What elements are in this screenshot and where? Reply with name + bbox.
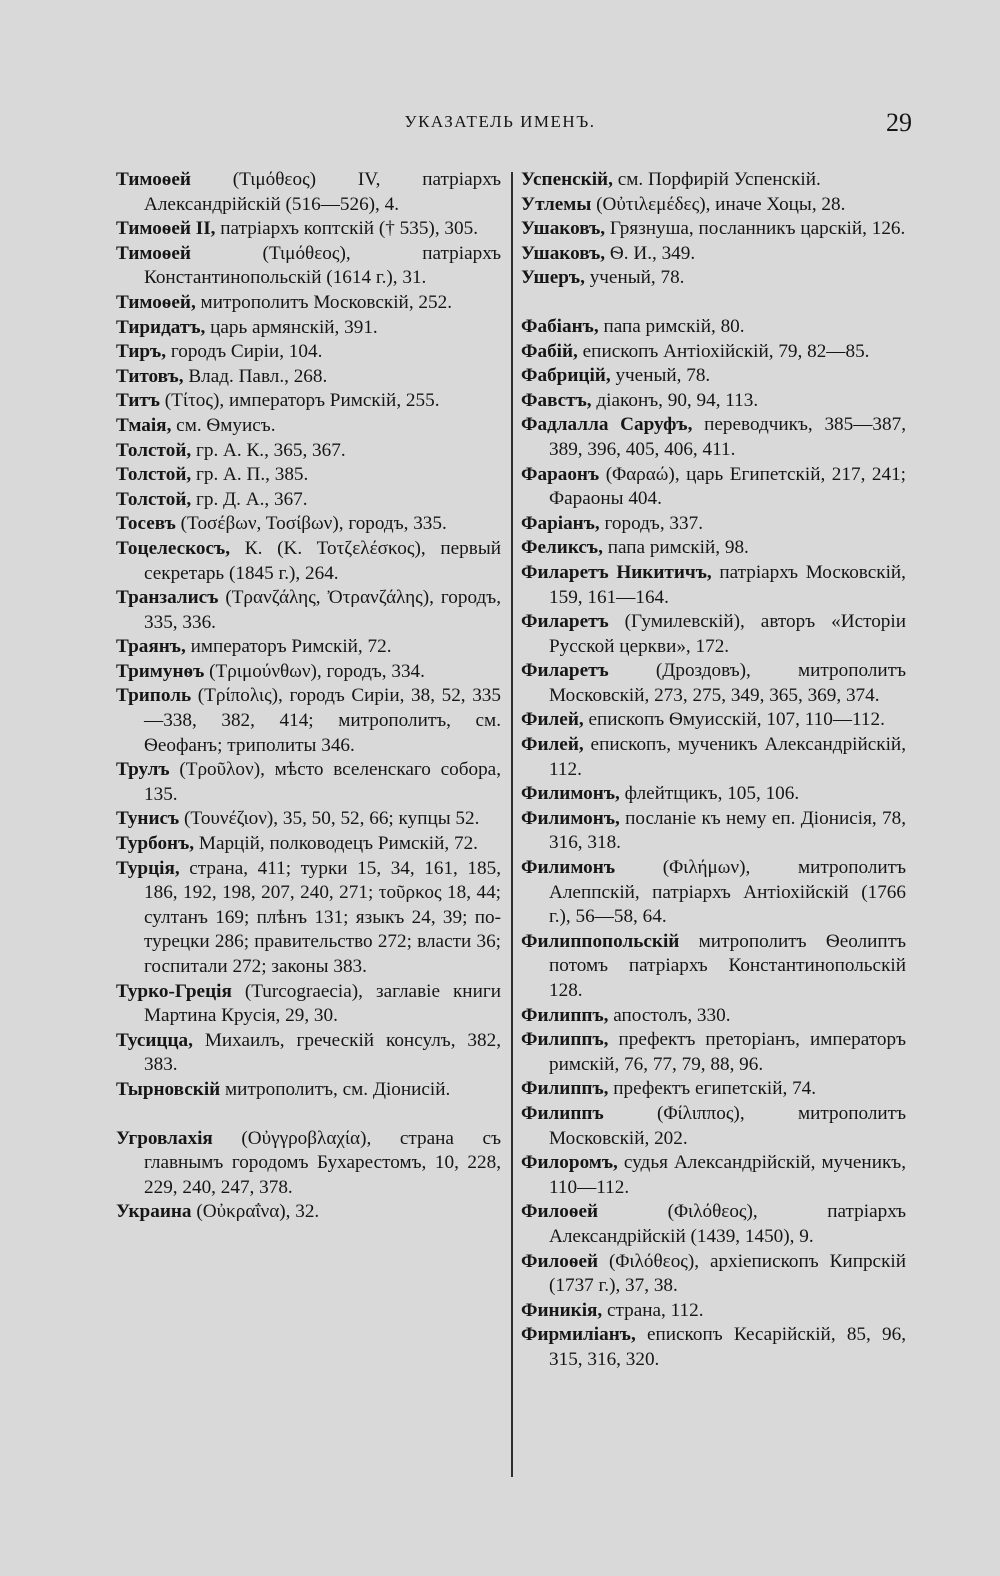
index-entry xyxy=(116,168,501,217)
entry-headword: Трулъ xyxy=(116,759,170,781)
entry-headword: Ушеръ, xyxy=(521,267,585,289)
index-entry xyxy=(521,364,906,389)
entry-text: посланіе къ нему еп. Діонисія, 78, 316, 318. xyxy=(549,807,906,854)
entry-text: переводчикъ, 385—387, 389, 396, 405, 406, 411. xyxy=(549,414,906,460)
entry-headword: Филимонъ xyxy=(521,857,616,879)
index-entry xyxy=(521,1299,906,1324)
entry-text: діаконъ, 90, 94, 113. xyxy=(591,389,759,411)
entry-text: патріархъ коптскій († 535), 305. xyxy=(215,218,478,240)
index-entry xyxy=(521,242,906,267)
section-gap xyxy=(116,1103,501,1127)
entry-headword: Фабрицій, xyxy=(521,365,611,387)
entry-headword: Толстой, xyxy=(116,464,192,486)
entry-text: гр. Д. А., 367. xyxy=(191,488,308,510)
entry-headword: Финикія, xyxy=(521,1299,603,1321)
entry-headword: Фараонъ xyxy=(521,463,600,485)
index-entry xyxy=(116,291,501,316)
entry-headword: Фабій, xyxy=(521,340,578,362)
index-entry xyxy=(521,1323,906,1372)
entry-headword: Филоѳей xyxy=(521,1201,599,1223)
index-entry xyxy=(521,930,906,1004)
entry-text: (Οὐγγροβλαχία), страна съ главнымъ городомъ Бухарестомъ, 10, 228, 229, 240, 247, 378. xyxy=(144,1127,501,1198)
entry-text: Марцій, полководецъ Римскій, 72. xyxy=(194,833,478,855)
page-number: 29 xyxy=(886,108,912,137)
entry-headword: Украина xyxy=(116,1201,192,1223)
index-entry xyxy=(116,488,501,513)
entry-headword: Тимоѳей xyxy=(116,242,191,264)
entry-headword: Тырновскій xyxy=(116,1078,221,1100)
entry-text: страна, 112. xyxy=(602,1299,704,1321)
entry-text: (Τριμούνθων), городъ, 334. xyxy=(204,660,425,682)
entry-text: (Τοσέβων, Τοσίβων), городъ, 335. xyxy=(175,513,447,535)
index-entry xyxy=(521,610,906,659)
entry-headword: Тусицца, xyxy=(116,1029,193,1051)
entry-headword: Ушаковъ, xyxy=(521,218,606,240)
index-entry xyxy=(521,708,906,733)
entry-text: митрополитъ Ѳеолиптъ потомъ патріархъ Константинопольскій 128. xyxy=(549,930,906,1001)
entry-text: Грязнуша, посланникъ царскій, 126. xyxy=(605,218,906,240)
entry-headword: Турко-Греція xyxy=(116,980,232,1002)
entry-text: митрополитъ Московскій, 252. xyxy=(195,291,452,313)
entry-text: Михаилъ, греческій консулъ, 382, 383. xyxy=(144,1029,501,1076)
entry-text: папа римскій, 80. xyxy=(598,315,745,337)
entry-text: (Τροῦλον), мѣсто вселенскаго собора, 135. xyxy=(144,759,501,805)
index-entry xyxy=(521,1151,906,1200)
entry-headword: Тмаія, xyxy=(116,414,172,436)
index-entry xyxy=(521,340,906,365)
entry-text: см. Ѳмуисъ. xyxy=(171,414,276,436)
entry-text: Ѳ. И., 349. xyxy=(605,242,696,264)
index-entry xyxy=(521,659,906,708)
entry-headword: Тунисъ xyxy=(116,808,180,830)
entry-text: (Φαραώ), царь Египетскій, 217, 241; Фараоны 404. xyxy=(549,463,906,510)
index-entry xyxy=(116,635,501,660)
entry-headword: Тимоѳей, xyxy=(116,291,196,313)
entry-headword: Филиппъ, xyxy=(521,1078,609,1100)
entry-text: страна, 411; турки 15, 34, 161, 185, 186, 192, 198, 207, 240, 271; τοῦρκος 18, 44; султанъ 169; плѣнъ 131; языкъ 24, 39; по-турецки 286; правительство 272; власти 36; госпитали 272; законы 383. xyxy=(144,857,501,977)
entry-text: городъ Сиріи, 104. xyxy=(166,341,323,363)
entry-text: (Τιμόθεος), патріархъ Константинопольскій (1614 г.), 31. xyxy=(144,242,501,289)
index-entry xyxy=(116,1200,501,1225)
index-entry xyxy=(521,782,906,807)
entry-text: (Τιμόθεος) IV, патріархъ Александрійскій (516—526), 4. xyxy=(144,169,501,215)
entry-text: митрополитъ, см. Діонисій. xyxy=(220,1078,451,1100)
column-divider xyxy=(511,172,513,1477)
index-entry xyxy=(116,316,501,341)
entry-headword: Транзалисъ xyxy=(116,587,219,609)
entry-text: епископъ Кесарійскій, 85, 96, 315, 316, 320. xyxy=(549,1324,906,1370)
entry-headword: Успенскій, xyxy=(521,169,613,190)
index-entry xyxy=(116,463,501,488)
index-entry xyxy=(521,1200,906,1249)
entry-text: см. Порфирій Успенскій. xyxy=(612,169,821,190)
entry-text: ученый, 78. xyxy=(610,365,711,387)
index-column-left xyxy=(116,168,501,1225)
entry-headword: Филей, xyxy=(521,734,584,756)
entry-headword: Филиппъ, xyxy=(521,1029,609,1051)
index-entry xyxy=(521,1077,906,1102)
index-entry xyxy=(116,586,501,635)
entry-headword: Филей, xyxy=(521,709,584,731)
entry-headword: Фадлалла Саруфъ, xyxy=(521,414,693,436)
entry-text: (Φιλήμων), митрополитъ Алеппскій, патріархъ Антіохійскій (1766 г.), 56—58, 64. xyxy=(549,857,906,928)
entry-headword: Филиппъ, xyxy=(521,1004,609,1026)
entry-text: (Turcograecia), заглавіе книги Мартина Крусія, 29, 30. xyxy=(144,980,501,1027)
entry-text: гр. А. К., 365, 367. xyxy=(191,439,346,461)
entry-text: апостолъ, 330. xyxy=(608,1004,731,1026)
entry-headword: Утлемы xyxy=(521,193,592,215)
index-entry xyxy=(521,389,906,414)
index-entry xyxy=(116,758,501,807)
index-entry xyxy=(521,1102,906,1151)
entry-headword: Турція, xyxy=(116,857,180,879)
entry-text: императоръ Римскій, 72. xyxy=(185,636,392,658)
index-entry xyxy=(521,536,906,561)
index-entry xyxy=(521,193,906,218)
entry-headword: Тимоѳей II, xyxy=(116,218,216,240)
entry-text: (Φιλόθεος), патріархъ Александрійскій (1439, 1450), 9. xyxy=(549,1201,906,1247)
entry-headword: Ушаковъ, xyxy=(521,242,606,264)
index-entry xyxy=(116,857,501,980)
entry-headword: Фаріанъ, xyxy=(521,512,600,534)
entry-headword: Филаретъ xyxy=(521,660,609,682)
entry-text: (Τρανζάλης, Ὀτρανζάλης), городъ, 335, 336. xyxy=(144,587,501,633)
entry-headword: Филаретъ Никитичъ, xyxy=(521,561,712,583)
entry-headword: Филоѳей xyxy=(521,1250,599,1272)
entry-text: префектъ преторіанъ, императоръ римскій, 76, 77, 79, 88, 96. xyxy=(549,1029,906,1075)
index-entry xyxy=(521,807,906,856)
entry-text: (Οὐκραΐνα), 32. xyxy=(191,1201,320,1223)
index-entry xyxy=(116,660,501,685)
index-entry xyxy=(116,340,501,365)
entry-headword: Тимоѳей xyxy=(116,169,191,190)
entry-headword: Фабіанъ, xyxy=(521,315,599,337)
index-entry xyxy=(521,1250,906,1299)
index-entry xyxy=(116,414,501,439)
entry-text: ученый, 78. xyxy=(584,267,685,289)
entry-headword: Филиппъ xyxy=(521,1102,604,1124)
index-entry xyxy=(521,512,906,537)
entry-headword: Толстой, xyxy=(116,488,192,510)
entry-headword: Фавстъ, xyxy=(521,389,592,411)
entry-text: городъ, 337. xyxy=(599,512,703,534)
index-entry xyxy=(521,733,906,782)
entry-text: царь армянскій, 391. xyxy=(205,316,378,338)
index-entry xyxy=(521,315,906,340)
entry-headword: Филиппопольскій xyxy=(521,930,680,952)
entry-headword: Филимонъ, xyxy=(521,783,620,805)
entry-text: епископъ Антіохійскій, 79, 82—85. xyxy=(577,340,870,362)
index-entry xyxy=(116,389,501,414)
index-entry xyxy=(116,807,501,832)
entry-text: патріархъ Московскій, 159, 161—164. xyxy=(549,561,906,608)
index-entry xyxy=(521,561,906,610)
index-entry xyxy=(116,512,501,537)
index-entry xyxy=(116,242,501,291)
entry-text: гр. А. П., 385. xyxy=(191,464,309,486)
entry-headword: Феликсъ, xyxy=(521,537,603,559)
index-entry xyxy=(521,266,906,291)
entry-text: папа римскій, 98. xyxy=(602,537,749,559)
index-entry xyxy=(116,439,501,464)
entry-text: (Φίλιππος), митрополитъ Московскій, 202. xyxy=(549,1102,906,1149)
entry-headword: Титовъ, xyxy=(116,365,184,387)
entry-headword: Филаретъ xyxy=(521,611,609,633)
section-gap xyxy=(521,291,906,315)
index-entry xyxy=(116,1127,501,1201)
entry-headword: Тримунѳъ xyxy=(116,660,205,682)
index-entry xyxy=(521,1028,906,1077)
entry-headword: Титъ xyxy=(116,390,160,412)
index-entry xyxy=(116,1078,501,1103)
entry-headword: Фирмиліанъ, xyxy=(521,1324,636,1346)
entry-text: епископъ Ѳмуисскій, 107, 110—112. xyxy=(583,709,885,731)
index-entry xyxy=(521,856,906,930)
entry-headword: Тиридатъ, xyxy=(116,316,206,338)
entry-text: префектъ египетскій, 74. xyxy=(608,1078,817,1100)
entry-text: (Гумилевскій), авторъ «Исторіи Русской церкви», 172. xyxy=(549,611,906,657)
entry-text: (Τουνέζιον), 35, 50, 52, 66; купцы 52. xyxy=(179,808,480,830)
index-entry xyxy=(116,365,501,390)
running-header: УКАЗАТЕЛЬ ИМЕНЪ. xyxy=(404,112,596,131)
entry-headword: Толстой, xyxy=(116,439,192,461)
entry-headword: Тиръ, xyxy=(116,341,167,363)
entry-headword: Траянъ, xyxy=(116,636,186,658)
index-entry xyxy=(116,684,501,758)
index-entry xyxy=(521,168,906,193)
index-entry xyxy=(116,217,501,242)
entry-text: флейтщикъ, 105, 106. xyxy=(619,783,800,805)
entry-text: (Τρίπολις), городъ Сиріи, 38, 52, 335—338, 382, 414; митрополитъ, см. Ѳеофанъ; триполиты 346. xyxy=(144,685,501,756)
entry-text: (Φιλόθεος), архіепископъ Кипрскій (1737 г.), 37, 38. xyxy=(549,1250,906,1297)
entry-text: (Дроздовъ), митрополитъ Московскій, 273, 275, 349, 365, 369, 374. xyxy=(549,660,906,706)
entry-text: (Τίτος), императоръ Римскій, 255. xyxy=(160,390,440,412)
index-entry xyxy=(521,217,906,242)
entry-headword: Триполь xyxy=(116,685,192,707)
entry-headword: Филоромъ, xyxy=(521,1152,618,1174)
entry-text: (Οὐτιλεμέδες), иначе Хоцы, 28. xyxy=(591,193,846,215)
index-entry xyxy=(521,463,906,512)
entry-headword: Тоцелескосъ, xyxy=(116,537,231,559)
index-entry xyxy=(521,413,906,462)
index-entry xyxy=(116,1029,501,1078)
entry-headword: Тосевъ xyxy=(116,513,176,535)
index-entry xyxy=(521,1004,906,1029)
entry-text: Влад. Павл., 268. xyxy=(183,365,328,387)
entry-headword: Турбонъ, xyxy=(116,833,195,855)
entry-text: епископъ, мученикъ Александрійскій, 112. xyxy=(549,734,906,780)
entry-text: судья Александрійскій, мученикъ, 110—112. xyxy=(549,1152,906,1198)
index-column-right xyxy=(521,168,906,1373)
index-entry xyxy=(116,980,501,1029)
entry-headword: Филимонъ, xyxy=(521,807,620,829)
index-entry xyxy=(116,537,501,586)
index-entry xyxy=(116,832,501,857)
entry-headword: Угровлахія xyxy=(116,1127,213,1149)
entry-text: К. (Κ. Τοτζελέσκος), первый секретарь (1845 г.), 264. xyxy=(144,537,501,584)
